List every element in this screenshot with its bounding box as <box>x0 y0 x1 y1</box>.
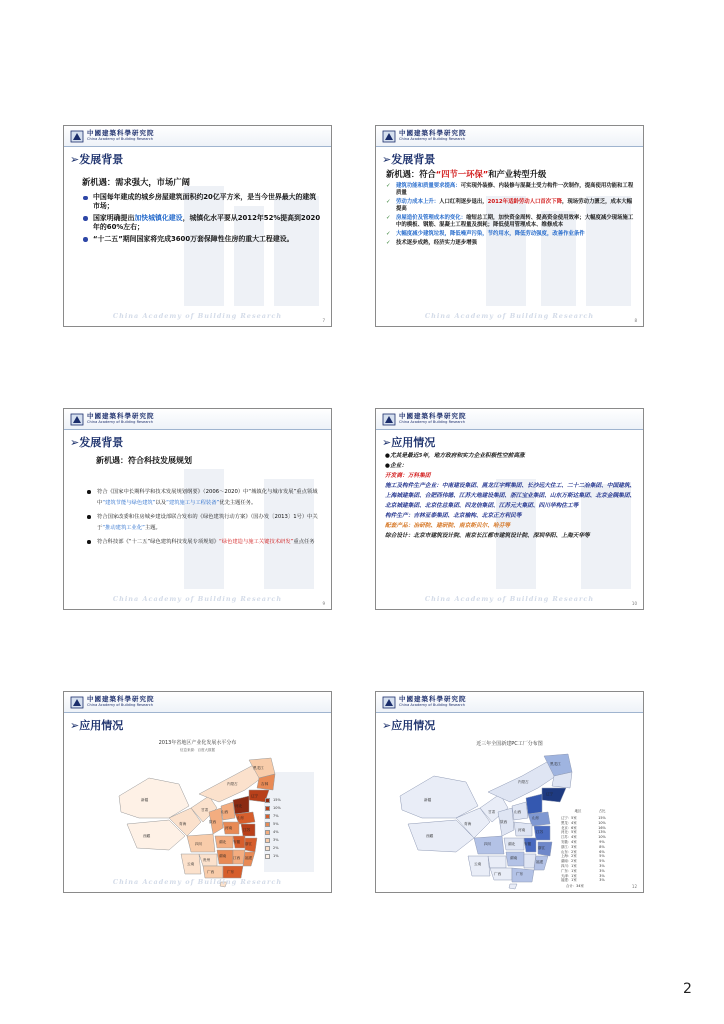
slide-content <box>385 451 637 541</box>
org-name-cn: 中國建築科學研究院 <box>399 695 467 703</box>
map-label: 安徽 <box>524 842 532 846</box>
watermark-text: China Academy of Building Research <box>424 595 595 603</box>
legend-label: 10% <box>273 806 281 810</box>
slide-content <box>86 487 319 551</box>
text-run: 开发商：万科集团 <box>385 473 431 479</box>
slide-title: ➢应用情况 <box>382 719 436 732</box>
subtitle-suffix: 和产业转型升级 <box>488 169 547 179</box>
list-item <box>386 240 635 247</box>
org-name-cn: 中國建築科學研究院 <box>87 412 155 420</box>
table-cell: 10% <box>598 835 606 840</box>
text-run: “推动建筑工业化” <box>102 525 145 531</box>
map-region-xinjiang <box>400 776 478 818</box>
slide-title: ➢发展背景 <box>70 436 124 449</box>
province-map <box>109 756 279 888</box>
legend-swatch <box>265 806 270 811</box>
map-label: 湖南 <box>219 854 227 858</box>
map-label: 辽宁 <box>546 792 554 796</box>
map-label: 山东 <box>532 816 540 820</box>
table-cell: 5% <box>599 854 605 859</box>
province-map <box>390 752 580 890</box>
table-cell: 四川：1家 <box>561 864 577 868</box>
text-run: 综合设计：北京市建筑设计院、南京长江都市建筑设计院、深圳华阳、上海天华等 <box>385 533 590 539</box>
map-label: 西藏 <box>143 834 151 838</box>
text-run: ●尤其是最近5年，地方政府和实力企业积极性空前高涨 <box>385 453 525 459</box>
legend-swatch <box>265 846 270 851</box>
map-label: 陕西 <box>209 820 217 824</box>
text-line <box>385 471 637 481</box>
legend-label: 1% <box>273 854 279 858</box>
legend-swatch <box>265 830 270 835</box>
map-label: 广西 <box>207 870 215 874</box>
table-cell: 上海：2家 <box>561 854 577 859</box>
legend-swatch <box>265 814 270 819</box>
map-label: 云南 <box>187 862 195 866</box>
table-row <box>561 877 609 882</box>
institute-logo-icon <box>70 696 84 709</box>
legend-label: 7% <box>273 814 279 818</box>
table-cell: 安徽：4家 <box>561 840 577 844</box>
list-item <box>82 235 321 244</box>
text-run: 劳动力成本上升： <box>396 199 440 205</box>
watermark-text: China Academy of Building Research <box>112 312 283 320</box>
map-label: 浙江 <box>245 842 253 846</box>
map-label: 浙江 <box>538 846 546 850</box>
table-header-cell: 地区 <box>574 809 582 813</box>
map-label: 山东 <box>237 816 245 820</box>
watermark-text: China Academy of Building Research <box>424 312 595 320</box>
org-name-en: China Academy of Building Research <box>87 703 154 707</box>
map-label: 辽宁 <box>251 794 259 798</box>
legend-label: 3% <box>273 838 279 842</box>
slide-content <box>386 168 635 249</box>
table-cell: 湖南：2家 <box>561 859 577 864</box>
map-label: 吉林 <box>261 782 269 786</box>
table-cell: 江苏：4家 <box>561 835 577 840</box>
watermark-text: China Academy of Building Research <box>112 595 283 603</box>
org-name-cn: 中國建築科學研究院 <box>87 129 155 137</box>
table-cell: 3% <box>599 868 605 873</box>
slide-4 <box>375 408 644 610</box>
org-name-en: China Academy of Building Research <box>399 420 466 424</box>
table-cell: 3% <box>599 873 605 878</box>
map-title: 2013年省地区产业化发展水平分布 <box>158 740 237 746</box>
text-run: ●企业： <box>385 463 408 469</box>
text-line <box>385 531 637 541</box>
legend-label: 15% <box>273 798 281 802</box>
text-run: 建筑功能和质量要求提高： <box>396 183 461 189</box>
org-name-cn: 中國建築科學研究院 <box>87 695 155 703</box>
legend-label: 4% <box>273 830 279 834</box>
text-run: ，城镇化水平要从2012年52%提高到2020年的60%左右； <box>93 213 321 232</box>
map-label: 甘肃 <box>201 808 209 812</box>
map-region-jiangxi <box>524 854 536 868</box>
map-label: 河北 <box>235 804 243 808</box>
slide-header <box>64 692 331 713</box>
map-label: 江西 <box>233 856 241 860</box>
check-list <box>386 183 635 247</box>
table-cell: 15% <box>598 816 606 820</box>
text-line <box>385 461 637 471</box>
org-name-cn: 中國建築科學研究院 <box>399 129 467 137</box>
list-item <box>82 214 321 233</box>
institute-logo-icon <box>382 413 396 426</box>
legend-label: 5% <box>273 822 279 826</box>
map-label: 新疆 <box>141 798 149 802</box>
map-label: 四川 <box>195 842 203 846</box>
slide-5 <box>63 691 332 893</box>
text-run: 技术逐步成熟，经济实力逐步增强 <box>396 239 477 246</box>
map-label: 陕西 <box>500 820 508 824</box>
table-cell: 3% <box>599 878 605 883</box>
table-cell: 10% <box>598 820 606 825</box>
org-name-cn: 中國建築科學研究院 <box>399 412 467 420</box>
map-label: 安徽 <box>233 840 241 844</box>
list-item <box>386 215 635 229</box>
map-region-xinjiang <box>119 778 189 818</box>
text-run: “建筑节能与绿色建筑” <box>102 500 156 506</box>
slide-header <box>64 409 331 430</box>
text-run: 国家明确提出 <box>93 213 135 222</box>
org-name-en: China Academy of Building Research <box>87 137 154 141</box>
slide-subtitle <box>386 168 635 180</box>
table-cell: 天津：1家 <box>561 873 577 878</box>
slide-page-number: 8 <box>634 318 637 323</box>
table-cell: 3% <box>599 864 605 868</box>
legend-swatch <box>265 798 270 803</box>
text-run: 中国每年建成的城乡房屋建筑面积约20亿平方米，是当今世界最大的建筑市场； <box>93 193 317 211</box>
legend-swatch <box>265 838 270 843</box>
slide-header <box>376 692 643 713</box>
list-item <box>86 487 319 509</box>
text-run: 大幅度减少建筑垃圾，降低噪声污染，节约用水，降低劳动强度，改善作业条件 <box>396 231 585 237</box>
text-run: 缩短总工期，加快资金周转、提高资金使用效率；大幅度减少现场施工中的模板、钢筋、混凝土工程量及损耗；降低使用管理成本、维修成本 <box>396 215 634 229</box>
org-name-en: China Academy of Building Research <box>399 137 466 141</box>
text-line <box>385 511 637 521</box>
table-cell: 13% <box>598 830 606 835</box>
map-label: 河南 <box>225 826 233 830</box>
slide-page-number: 9 <box>322 601 325 606</box>
map-label: 山西 <box>514 810 522 814</box>
text-run: ，现场劳动力匮乏，成本大幅提高 <box>396 199 633 213</box>
text-run: 人口红利逐步退出， <box>439 199 488 205</box>
map-label: 湖南 <box>510 856 518 860</box>
text-line <box>385 481 637 511</box>
text-run: 符合科技部《“十二五”绿色建筑科技发展专项规划》 <box>97 539 220 545</box>
slide-page-number: 10 <box>631 601 637 606</box>
text-run: 符合国家改委和住房城乡建设部联合发布的《绿色建筑行动方案》（国办发〔2013〕1号）中关于 <box>97 514 318 531</box>
slide-header <box>376 126 643 147</box>
text-run: 施工及构件生产企业：中南建设集团、黑龙江宇辉集团、长沙远大住工、二十二冶集团、中国建筑、上海城建集团、合肥西伟德、江苏大地建设集团、浙江宝业集团、山东万斯达集团、北京金隅集团、北京城建集团、北京住总集团、四龙信集团、江苏元大集团、四川华构住工等 <box>385 483 636 509</box>
slide-page-number: 7 <box>322 318 325 323</box>
text-run: 主题。 <box>144 525 161 531</box>
map-label: 青海 <box>179 822 187 826</box>
map-label: 湖北 <box>508 842 516 846</box>
table-cell: 浙江：3家 <box>561 844 577 849</box>
slide-page-number: 12 <box>631 884 637 889</box>
list-item <box>86 512 319 534</box>
slide-6 <box>375 691 644 893</box>
map-title: 近三年全国新建PC工厂分布图 <box>476 741 543 747</box>
map-label: 青海 <box>464 822 472 826</box>
table-cell: 16% <box>598 825 606 830</box>
text-run: 房屋造价及管理成本的变化： <box>396 215 467 221</box>
bullet-list <box>86 487 319 548</box>
map-label: 山西 <box>221 810 229 814</box>
text-run: 可实现外装修、内装修与混凝土受力构件一次制作，提高使用功能和工程质量 <box>396 183 634 197</box>
institute-logo-icon <box>70 413 84 426</box>
map-region-hainan <box>509 884 517 889</box>
list-item <box>82 193 321 212</box>
text-run: 以及 <box>155 500 167 506</box>
map-label: 湖北 <box>219 840 227 844</box>
list-item <box>386 199 635 213</box>
org-name-en: China Academy of Building Research <box>87 420 154 424</box>
text-run: 优先主题任务。 <box>219 500 257 506</box>
map-label: 黑龙江 <box>253 766 264 770</box>
table-cell: 黑龙：4家 <box>561 820 577 825</box>
map-label: 福建 <box>245 856 253 860</box>
text-run: 加快城镇化建设 <box>134 213 183 222</box>
table-header <box>561 808 609 813</box>
slide-title: ➢发展背景 <box>382 153 436 166</box>
slide-title: ➢应用情况 <box>382 436 436 449</box>
map-label: 云南 <box>474 862 482 866</box>
slide-title: ➢发展背景 <box>70 153 124 166</box>
map-label: 江苏 <box>243 828 251 832</box>
table-header-cell: 占比 <box>598 809 606 813</box>
table-cell: 河北：5家 <box>561 830 577 835</box>
map-label: 黑龙江 <box>550 762 561 766</box>
map-label: 江苏 <box>536 830 544 834</box>
table-cell: 5% <box>599 859 605 864</box>
map-label: 广东 <box>516 872 524 876</box>
slide-content <box>82 176 321 246</box>
list-item <box>386 183 635 197</box>
text-run: 重点任务 <box>293 539 315 545</box>
text-run: 2012年适龄劳动人口首次下降 <box>487 199 562 205</box>
map-source: 信息来源：百度大数据 <box>180 748 215 752</box>
map-label: 四川 <box>484 842 492 846</box>
map-label: 内蒙古 <box>518 780 529 784</box>
slide-title: ➢应用情况 <box>70 719 124 732</box>
table-cell: 山东：2家 <box>561 849 577 854</box>
text-run: “建筑施工与工程装备” <box>166 500 220 506</box>
slide-header <box>64 126 331 147</box>
legend-swatch <box>265 854 270 859</box>
table-cell: 8% <box>599 844 605 849</box>
page-number: 2 <box>683 981 692 997</box>
slide-2 <box>375 125 644 327</box>
map-region-hebei <box>526 794 542 814</box>
watermark-text: China Academy of Building Research <box>112 878 283 886</box>
text-line <box>385 451 637 461</box>
slide-header <box>376 409 643 430</box>
slide-subtitle: 新机遇：需求强大，市场广阔 <box>82 177 190 187</box>
map-label: 甘肃 <box>488 810 496 814</box>
subtitle-highlight: “四节一环保” <box>435 169 489 179</box>
legend-swatch <box>265 822 270 827</box>
map-label: 新疆 <box>424 798 432 802</box>
text-run: 配套产品：冶研院、建研院、南京斯贝尔、哈芬等 <box>385 523 511 529</box>
institute-logo-icon <box>382 130 396 143</box>
list-item <box>386 231 635 238</box>
map-label: 内蒙古 <box>227 782 238 786</box>
table-cell: 9% <box>599 840 605 844</box>
map-label: 河南 <box>518 828 526 832</box>
table-cell: 6% <box>599 849 605 854</box>
slide-subtitle: 新机遇：符合科技发展规划 <box>96 456 192 465</box>
table-total: 合计：34家 <box>566 884 584 889</box>
text-run: “绿色建造与施工关键技术研发” <box>219 539 294 545</box>
org-name-en: China Academy of Building Research <box>399 703 466 707</box>
table-cell: 北京：6家 <box>561 825 577 830</box>
bullet-list <box>82 193 321 244</box>
subtitle-prefix: 新机遇：符合 <box>386 169 436 179</box>
slide-3 <box>63 408 332 610</box>
map-label: 贵州 <box>203 858 211 862</box>
slide-1 <box>63 125 332 327</box>
institute-logo-icon <box>382 696 396 709</box>
table-cell: 福建：1家 <box>561 878 577 883</box>
map-label: 广东 <box>227 870 235 874</box>
map-label: 西藏 <box>426 834 434 838</box>
map-label: 广西 <box>494 872 502 876</box>
legend-label: 2% <box>273 846 279 850</box>
table-cell: 辽宁：5家 <box>561 816 577 820</box>
map-label: 福建 <box>536 860 544 864</box>
text-run: “十二五”期间国家将完成3600万套保障性住房的重大工程建设。 <box>93 234 294 243</box>
slide-subtitle-wrap <box>96 455 321 466</box>
list-item <box>86 537 319 548</box>
map-region-guizhou <box>488 856 506 868</box>
institute-logo-icon <box>70 130 84 143</box>
text-line <box>385 521 637 531</box>
text-run: 构件生产：吉林亚泰集团、北京榆构、北京正方利民等 <box>385 513 522 519</box>
text-run: 符合《国家中长期科学和技术发展规划纲要》（2006～2020）中“城镇化与城市发展”重点领域中 <box>97 489 318 506</box>
table-cell: 广东：1家 <box>561 868 577 873</box>
